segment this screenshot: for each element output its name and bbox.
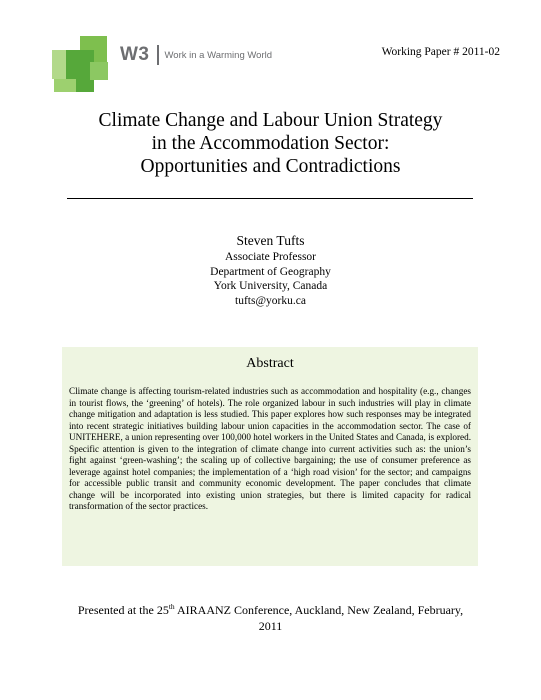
author-department: Department of Geography xyxy=(210,265,331,278)
paper-title xyxy=(40,109,501,178)
brand-tagline: Work in a Warming World xyxy=(164,49,273,61)
presented-prefix: Presented at the 25 xyxy=(77,603,169,617)
title-line-2: in the Accommodation Sector: xyxy=(151,133,390,154)
title-line-3: Opportunities and Contradictions xyxy=(140,156,401,177)
author-block xyxy=(70,232,471,308)
w3-logo-icon xyxy=(52,36,108,92)
author-name: Steven Tufts xyxy=(236,233,305,248)
author-position: Associate Professor xyxy=(224,251,317,263)
working-paper-number: Working Paper # 2011-02 xyxy=(381,46,500,58)
logo-square-bottom xyxy=(54,79,76,92)
title-line-1: Climate Change and Labour Union Strategy xyxy=(98,110,443,131)
presented-line-1 xyxy=(50,602,491,618)
brand-wordmark xyxy=(120,44,272,66)
presented-suffix: AIRAANZ Conference, Auckland, New Zealand, February, xyxy=(174,603,464,617)
abstract-text: Climate change is affecting tourism-related industries such as accommodation and hospitality (e.g., changes in tourist flows, the ‘greening’ of hotels). The role organized labour in such industries will play in climate change mitigation and adaptation is less studied. This paper explores how such responses may be integrated into recent strategic initiatives building labour union capacities in the accommodation sector. The case of UNITEHERE, a union representing over 100,000 hotel workers in the United States and Canada, is explored. Specific attention is given to the integration of climate change into current activities such as: the union’s fight against ‘green-washing’; the scaling up of collective bargaining; the use of consumer preference as leverage against hotel companies; the implementation of a ‘high road vision’ for the sector; and campaigns for accessible public transit and community economic development. The paper concludes that climate change will be incorporated into existing union strategies, but there is limited capacity for radical transformation of the sector practices. xyxy=(69,386,471,511)
title-divider xyxy=(67,198,473,199)
brand-divider xyxy=(157,45,159,65)
logo-square-right xyxy=(90,62,108,80)
presented-at xyxy=(50,602,491,634)
abstract-heading: Abstract xyxy=(246,356,294,371)
presented-year: 2011 xyxy=(258,619,283,633)
author-email: tufts@yorku.ca xyxy=(235,294,306,307)
abstract-box xyxy=(62,347,478,566)
author-institution: York University, Canada xyxy=(213,280,328,292)
presented-ordinal: th xyxy=(168,602,175,611)
brand-short: W3 xyxy=(120,44,150,65)
